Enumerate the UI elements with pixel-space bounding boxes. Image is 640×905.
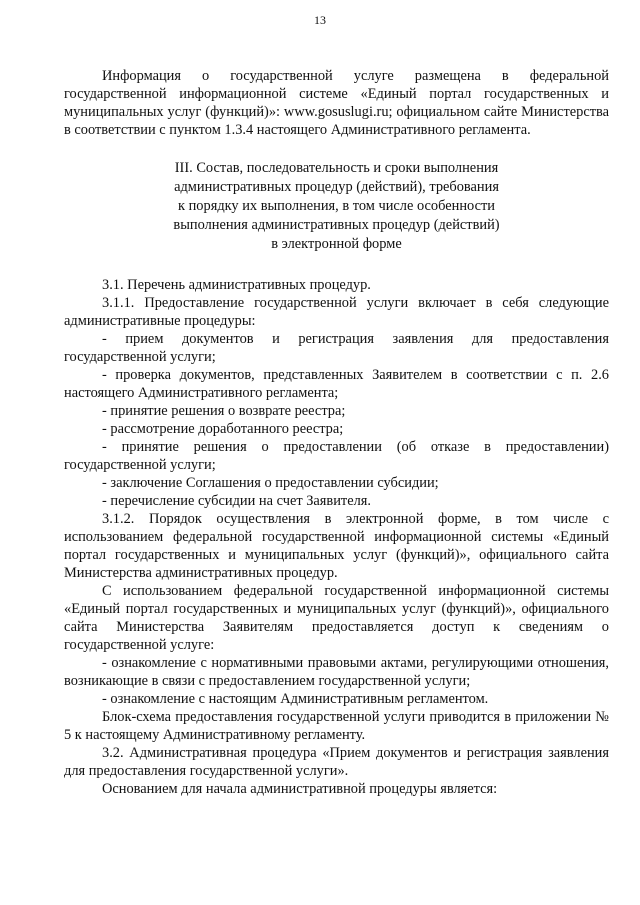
intro-paragraph: Информация о государственной услуге размещена в федеральной государственной информационной системе «Единый портал государственных и муниципальных услуг (функций)»: www.gosuslugi.ru; официальном сайте Министерства в соответствии с пунктом 1.3.4 настоящего Административного регламента. (64, 68, 609, 138)
page-number: 13 (314, 13, 326, 27)
paragraph: Основанием для начала административной процедуры является: (102, 781, 498, 797)
list-item: - принятие решения о возврате реестра; (102, 403, 346, 419)
clause-3-2: 3.2. Административная процедура «Прием документов и регистрация заявления для предоставления государственной услуги». (64, 745, 609, 779)
clause-3-1: 3.1. Перечень административных процедур. (102, 277, 371, 293)
section-heading-line: административных процедур (действий), требования (174, 179, 499, 195)
section-heading-line: к порядку их выполнения, в том числе особенности (178, 198, 495, 214)
section-heading-line: выполнения административных процедур (действий) (173, 217, 500, 233)
list-item: - ознакомление с нормативными правовыми актами, регулирующими отношения, возникающие в связи с предоставлением государственной услуги; (64, 655, 609, 689)
list-item: - рассмотрение доработанного реестра; (102, 421, 344, 437)
section-heading (64, 159, 609, 254)
paragraph: Блок-схема предоставления государственной услуги приводится в приложении № 5 к настоящему Административному регламенту. (64, 709, 609, 743)
list-item: - перечисление субсидии на счет Заявителя. (102, 493, 372, 509)
list-item: - принятие решения о предоставлении (об отказе в предоставлении) государственной услуги; (64, 439, 609, 473)
clause-3-1-2: 3.1.2. Порядок осуществления в электронной форме, в том числе с использованием федеральной государственной информационной системы «Единый портал государственных и муниципальных услуг (функций)», официального сайта Министерства административных процедур. (64, 511, 609, 581)
list-item: - заключение Соглашения о предоставлении субсидии; (102, 475, 439, 491)
list-item: - ознакомление с настоящим Административным регламентом. (102, 691, 489, 707)
list-item: - прием документов и регистрация заявления для предоставления государственной услуги; (64, 331, 609, 365)
section-heading-line: в электронной форме (271, 236, 402, 252)
section-heading-line: III. Состав, последовательность и сроки выполнения (174, 160, 499, 176)
list-item: - проверка документов, представленных Заявителем в соответствии с п. 2.6 настоящего Административного регламента; (64, 367, 609, 401)
clause-3-1-1: 3.1.1. Предоставление государственной услуги включает в себя следующие административные процедуры: (64, 295, 609, 329)
paragraph: С использованием федеральной государственной информационной системы «Единый портал государственных и муниципальных услуг (функций)», официального сайта Министерства Заявителям предоставляется доступ к сведениям о государственной услуге: (64, 583, 609, 653)
document-body (64, 67, 609, 798)
